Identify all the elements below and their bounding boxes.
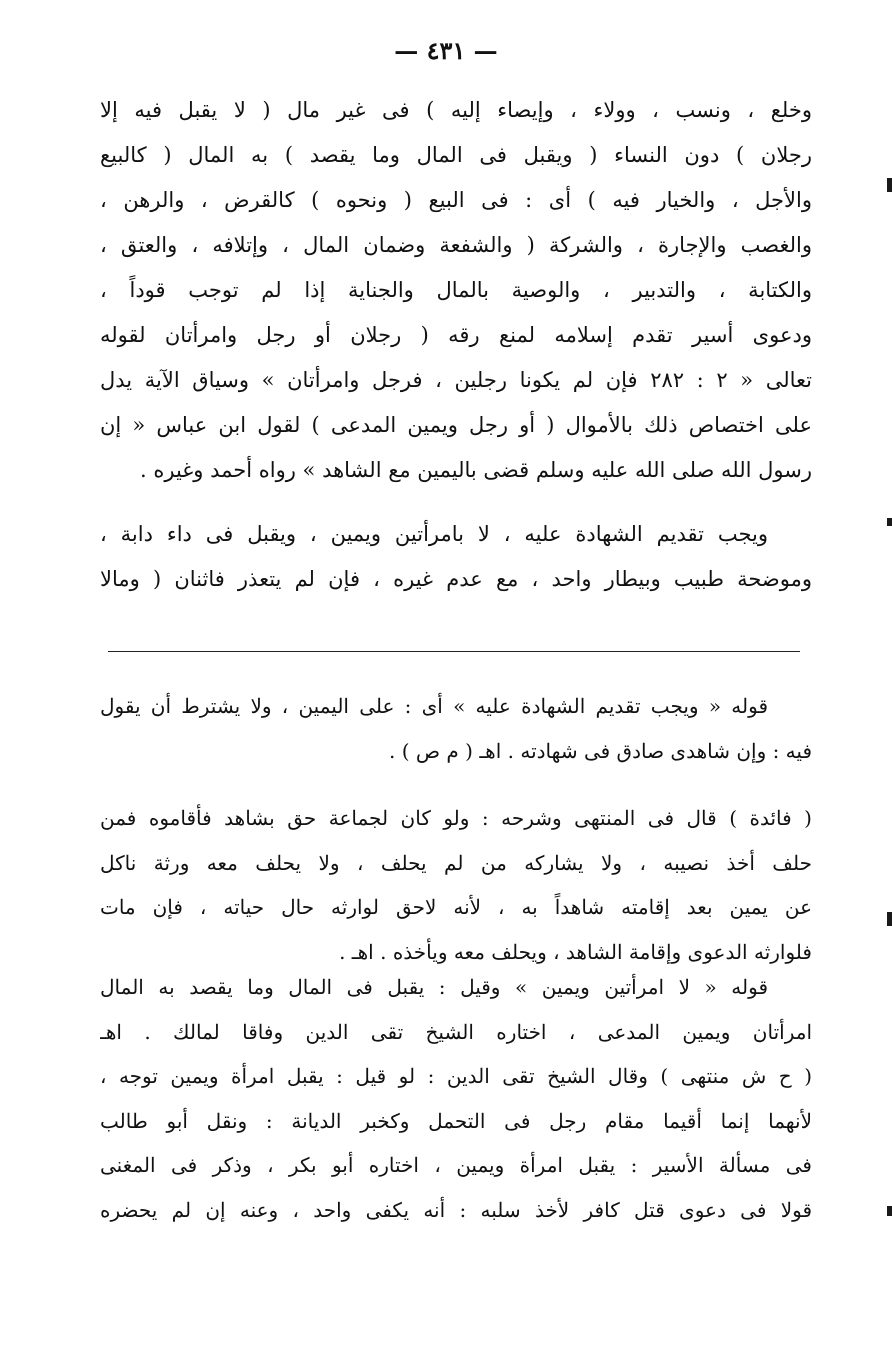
footnote-line: فلوارثه الدعوى وإقامة الشاهد ، ويحلف معه ويأخذه . اهـ . [339,939,812,964]
text-line: ودعوى أسير تقدم إسلامه لمنع رقه ( رجلان أو رجل وامرأتان لقوله [100,323,812,347]
footnote-line: فى مسألة الأسير : يقبل امرأة ويمين ، اختاره أبو بكر ، وذكر فى المغنى [100,1153,812,1177]
footnote-line: ( ح ش منتهى ) وقال الشيخ تقى الدين : لو قيل : يقبل امرأة ويمين توجه ، [100,1064,812,1088]
main-text-paragraph-1 [100,88,812,493]
main-text-paragraph-2 [100,512,812,602]
text-line: والكتابة ، والتدبير ، والوصية بالمال والجناية إذا لم توجب قوداً ، [100,278,812,302]
footnote-line: ( فائدة ) قال فى المنتهى وشرحه : ولو كان لجماعة حق بشاهد فأقاموه فمن [100,806,812,830]
footnote-line: امرأتان ويمين المدعى ، اختاره الشيخ تقى الدين وفاقا لمالك . اهـ [100,1019,812,1044]
text-line: وخلع ، ونسب ، وولاء ، وإيصاء إليه ) فى غير مال ( لا يقبل فيه إلا [100,98,812,122]
text-line: رسول الله صلى الله عليه وسلم قضى باليمين مع الشاهد » رواه أحمد وغيره . [140,458,812,482]
footnote-line: لأنهما إنما أقيما مقام رجل فى التحمل وكخبر الديانة : ونقل أبو طالب [100,1108,812,1133]
footnote-line: قولا فى دعوى قتل كافر لأخذ سلبه : أنه يكفى واحد ، وعنه إن لم يحضره [100,1197,812,1222]
page-number: — ٤٣١ — [394,36,498,65]
footnote-line: فيه : وإن شاهدى صادق فى شهادته . اهـ ( م ص ) . [389,738,812,763]
footnote-line: قوله « لا امرأتين ويمين » وقيل : يقبل فى المال وما يقصد به المال [100,975,768,999]
scan-edge-mark [887,912,892,926]
scan-edge-mark [887,1206,892,1216]
footnote-2 [100,796,812,974]
footnote-line: قوله « ويجب تقديم الشهادة عليه » أى : على اليمين ، ولا يشترط أن يقول [100,694,768,718]
text-line: على اختصاص ذلك بالأموال ( أو رجل ويمين المدعى ) لقول ابن عباس « إن [100,413,812,437]
scan-edge-mark [887,178,892,192]
footnote-line: حلف أخذ نصيبه ، ولا يشاركه من لم يحلف ، ولا يحلف معه ورثة ناكل [100,850,812,875]
text-line: ويجب تقديم الشهادة عليه ، لا بامرأتين ويمين ، ويقبل فى داء دابة ، [100,522,768,546]
scan-edge-mark [887,518,892,526]
text-line: تعالى « ٢ : ٢٨٢ فإن لم يكونا رجلين ، فرجل وامرأتان » وسياق الآية يدل [100,368,812,392]
footnote-1 [100,684,812,773]
text-line: والغصب والإجارة ، والشركة ( والشفعة وضمان المال ، وإتلافه ، والعتق ، [100,233,812,257]
text-line: وموضحة طبيب وبيطار واحد ، مع عدم غيره ، فإن لم يتعذر فاثنان ( ومالا [100,567,812,591]
footnote-divider [108,651,800,652]
footnote-3 [100,965,812,1232]
text-line: والأجل ، والخيار فيه ) أى : فى البيع ( ونحوه ) كالقرض ، والرهن ، [100,188,812,212]
footnote-line: عن يمين بعد إقامته شاهداً به ، لأنه لاحق لوارثه حال حياته ، فإن مات [100,895,812,919]
text-line: رجلان ) دون النساء ( ويقبل فى المال وما يقصد ) به المال ( كالبيع [100,143,812,167]
